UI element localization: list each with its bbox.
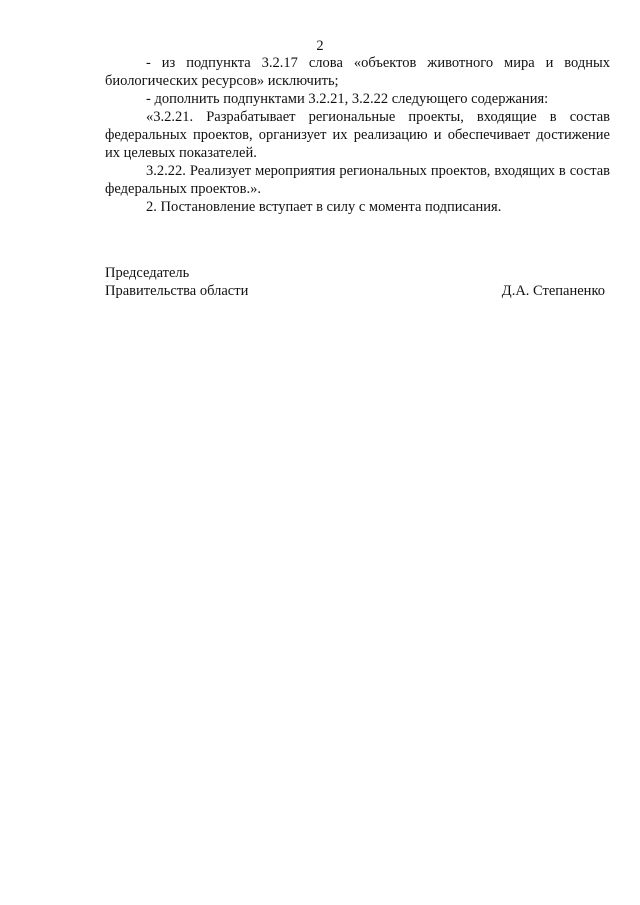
document-body <box>105 54 610 216</box>
signatory-name: Д.А. Степаненко <box>501 283 605 299</box>
paragraph-add-subpoints: - дополнить подпунктами 3.2.21, 3.2.22 следующего содержания: <box>146 91 549 107</box>
signatory-title-line1: Председатель <box>105 265 190 281</box>
signatory-title-line2: Правительства области <box>105 283 249 299</box>
paragraph-subpoint-3-2-21: «3.2.21. Разрабатывает региональные проекты, входящие в состав федеральных проектов, организует их реализацию и обеспечивает достижение их целевых показателей. <box>105 109 610 161</box>
paragraph-effective-date: 2. Постановление вступает в силу с момента подписания. <box>146 199 502 215</box>
paragraph-exclude-subpoint: - из подпункта 3.2.17 слова «объектов животного мира и водных биологических ресурсов» исключить; <box>105 55 610 89</box>
paragraph-subpoint-3-2-22: 3.2.22. Реализует мероприятия региональных проектов, входящих в состав федеральных проектов.». <box>105 163 610 197</box>
signature-block <box>105 264 605 300</box>
page-number: 2 <box>316 38 324 54</box>
signature-line <box>105 282 605 300</box>
